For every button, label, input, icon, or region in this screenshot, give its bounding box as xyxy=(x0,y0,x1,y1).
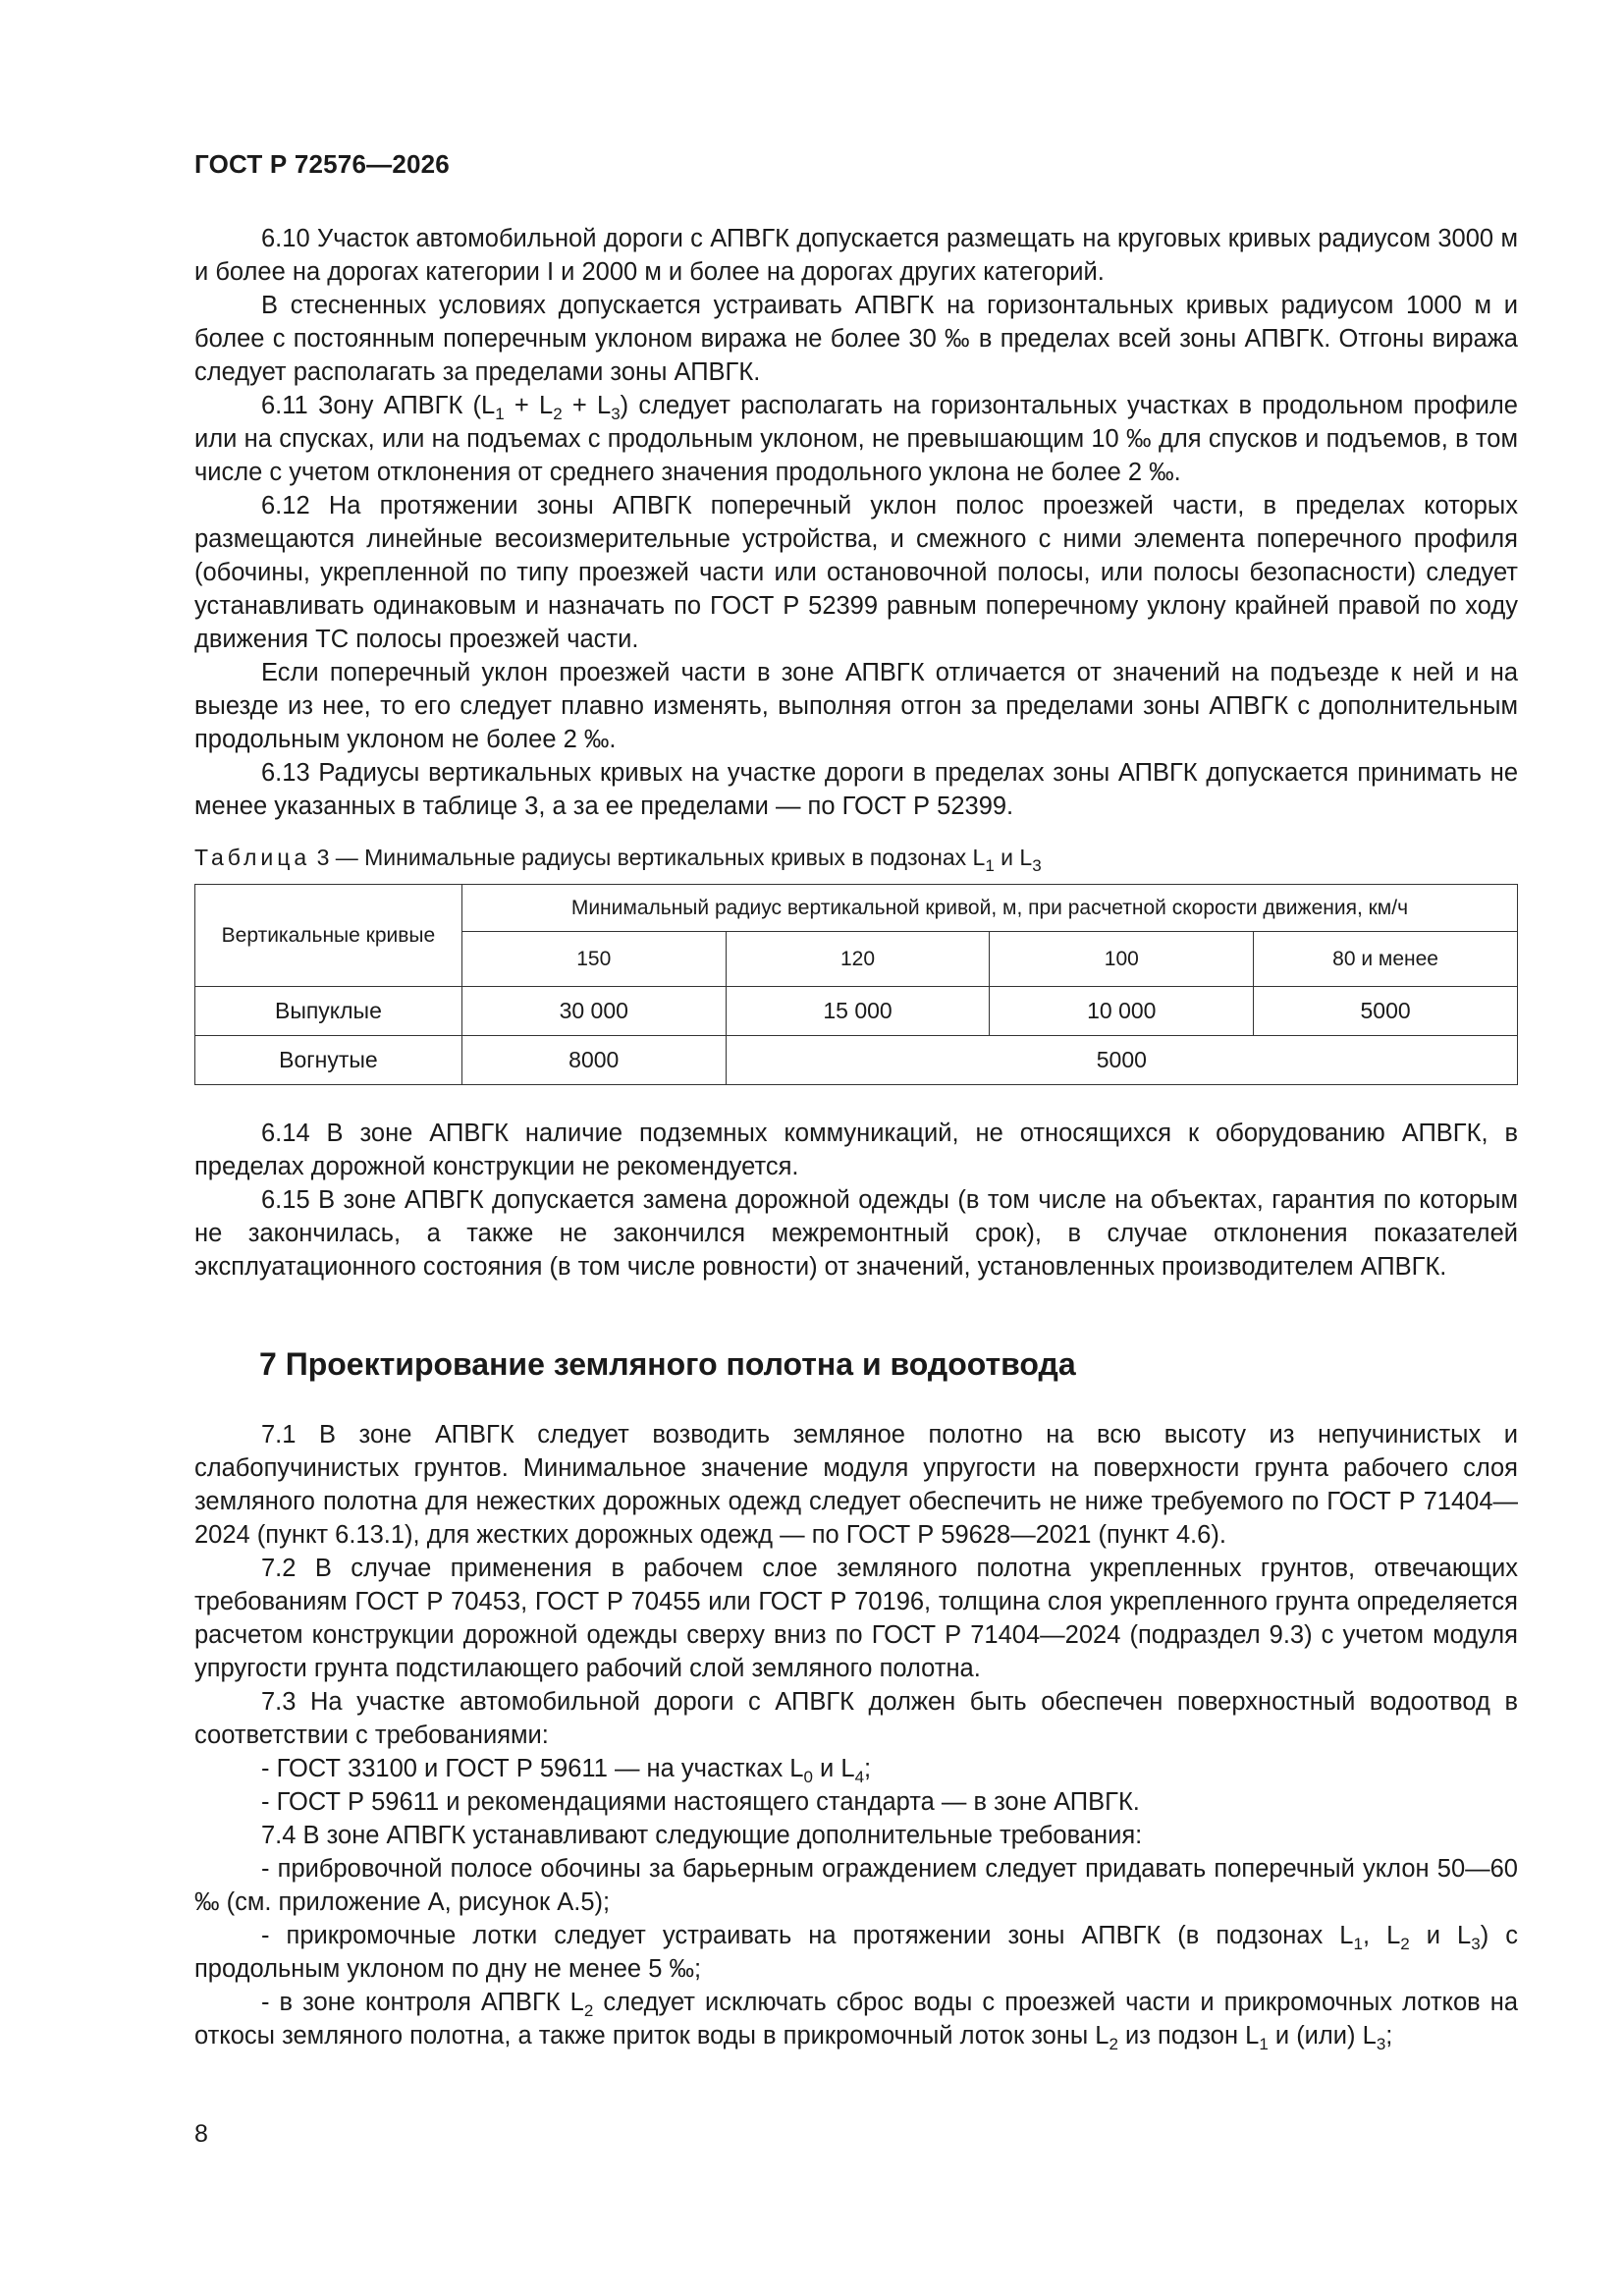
list-item: - прикромочные лотки следует устраивать на протяжении зоны АПВГК (в подзонах $L_1$, $L_2$ и $L_3$) с продольным уклоном по дну не менее 5 ‰; xyxy=(194,1922,1518,1983)
section-7-heading: 7 Проектирование земляного полотна и водоотвода xyxy=(259,1346,1076,1382)
table-cell: 10 000 xyxy=(990,987,1254,1036)
table-header-curves: Вертикальные кривые xyxy=(195,885,462,987)
paragraph-6-10: 6.10 Участок автомобильной дороги с АПВГК допускается размещать на круговых кривых радиусом 3000 м и более на дорогах категории I и 2000 м и более на дорогах других категорий. xyxy=(194,225,1518,286)
list-item: - прибровочной полосе обочины за барьерным ограждением следует придавать поперечный уклон 50—60 ‰ (см. приложение А, рисунок А.5); xyxy=(194,1855,1518,1916)
paragraph-6-13: 6.13 Радиусы вертикальных кривых на участке дороги в пределах зоны АПВГК допускается принимать не менее указанных в таблице 3, а за ее пределами — по ГОСТ Р 52399. xyxy=(194,759,1518,820)
table-cell: 8000 xyxy=(461,1036,726,1085)
table-cell: 30 000 xyxy=(461,987,726,1036)
paragraph-7-3: 7.3 На участке автомобильной дороги с АПВГК должен быть обеспечен поверхностный водоотвод в соответствии с требованиями: xyxy=(194,1688,1518,1749)
table-3 xyxy=(194,884,1518,1085)
table-header-min-radius: Минимальный радиус вертикальной кривой, м, при расчетной скорости движения, км/ч xyxy=(461,885,1517,932)
document-header: ГОСТ Р 72576—2026 xyxy=(194,149,450,179)
table-header-speed: 150 xyxy=(461,932,726,987)
table-header-speed: 80 и менее xyxy=(1254,932,1518,987)
table-cell-label: Выпуклые xyxy=(195,987,462,1036)
section-6-text-block-2 xyxy=(194,1117,1518,1284)
list-item: - ГОСТ Р 59611 и рекомендациями настоящего стандарта — в зоне АПВГК. xyxy=(261,1788,1140,1816)
paragraph-6-10-cont: В стесненных условиях допускается устраивать АПВГК на горизонтальных кривых радиусом 1000 м и более с постоянным поперечным уклоном виража не более 30 ‰ в пределах всей зоны АПВГК. Отгоны виража следует располагать за пределами зоны АПВГК. xyxy=(194,292,1518,386)
paragraph-7-2: 7.2 В случае применения в рабочем слое земляного полотна укрепленных грунтов, отвечающих требованиям ГОСТ Р 70453, ГОСТ Р 70455 или ГОСТ Р 70196, толщина слоя укрепленного грунта определяется расчетом конструкции дорожной одежды сверху вниз по ГОСТ Р 71404—2024 (подраздел 9.3) с учетом модуля упругости грунта подстилающего рабочий слой земляного полотна. xyxy=(194,1555,1518,1682)
paragraph-6-11: 6.11 Зону АПВГК $(L_1 + L_2 + L_3)$ следует располагать на горизонтальных участках в продольном профиле или на спусках, или на подъемах с продольным уклоном, не превышающим 10 ‰ для спусков и подъемов, в том числе с учетом отклонения от среднего значения продольного уклона не более 2 ‰. xyxy=(194,392,1518,486)
list-item: - в зоне контроля АПВГК $L_2$ следует исключать сброс воды с проезжей части и прикромочных лотков на откосы земляного полотна, а также приток воды в прикромочный лоток зоны $L_2$ из подзон $L_1$ и (или) $L_3$; xyxy=(194,1989,1519,2053)
table-header-speed: 120 xyxy=(726,932,990,987)
table-cell-merged: 5000 xyxy=(726,1036,1517,1085)
paragraph-6-14: 6.14 В зоне АПВГК наличие подземных коммуникаций, не относящихся к оборудованию АПВГК, в пределах дорожной конструкции не рекомендуется. xyxy=(194,1120,1518,1180)
paragraph-7-1: 7.1 В зоне АПВГК следует возводить земляное полотно на всю высоту из непучинистых и слабопучинистых грунтов. Минимальное значение модуля упругости на поверхности грунта рабочего слоя земляного полотна для нежестких дорожных одежд следует обеспечить не ниже требуемого по ГОСТ Р 71404—2024 (пункт 6.13.1), для жестких дорожных одежд — по ГОСТ Р 59628—2021 (пункт 4.6). xyxy=(194,1421,1518,1549)
table-row xyxy=(195,987,1518,1036)
section-6-text-block xyxy=(194,222,1518,823)
paragraph-6-15: 6.15 В зоне АПВГК допускается замена дорожной одежды (в том числе на объектах, гарантия по которым не закончилась, а также не закончился межремонтный срок), в случае отклонения показателей эксплуатационного состояния (в том числе ровности) от значений, установленных производителем АПВГК. xyxy=(194,1186,1518,1281)
paragraph-6-12: 6.12 На протяжении зоны АПВГК поперечный уклон полос проезжей части, в пределах которых размещаются линейные весоизмерительные устройства, и смежного с ними элемента поперечного профиля (обочины, укрепленной по типу проезжей части или остановочной полосы, или полосы безопасности) следует устанавливать одинаковым и назначать по ГОСТ Р 52399 равным поперечному уклону крайней правой по ходу движения ТС полосы проезжей части. xyxy=(194,492,1518,653)
list-item: - ГОСТ 33100 и ГОСТ Р 59611 — на участках $L_0$ и $L_4$; xyxy=(261,1755,872,1786)
table-row xyxy=(195,1036,1518,1085)
paragraph-7-4: 7.4 В зоне АПВГК устанавливают следующие дополнительные требования: xyxy=(261,1822,1143,1849)
table-header-speed: 100 xyxy=(990,932,1254,987)
table-cell: 15 000 xyxy=(726,987,990,1036)
table-3-caption: Таблица 3 — Минимальные радиусы вертикальных кривых в подзонах $L_1$ и $L_3$ xyxy=(194,845,1042,875)
page-number: 8 xyxy=(194,2120,208,2148)
table-cell-label: Вогнутые xyxy=(195,1036,462,1085)
section-7-text-block xyxy=(194,1418,1518,2052)
table-cell: 5000 xyxy=(1254,987,1518,1036)
paragraph-6-12-cont: Если поперечный уклон проезжей части в зоне АПВГК отличается от значений на подъезде к ней и на выезде из нее, то его следует плавно изменять, выполняя отгон за пределами зоны АПВГК с дополнительным продольным уклоном не более 2 ‰. xyxy=(194,659,1518,753)
